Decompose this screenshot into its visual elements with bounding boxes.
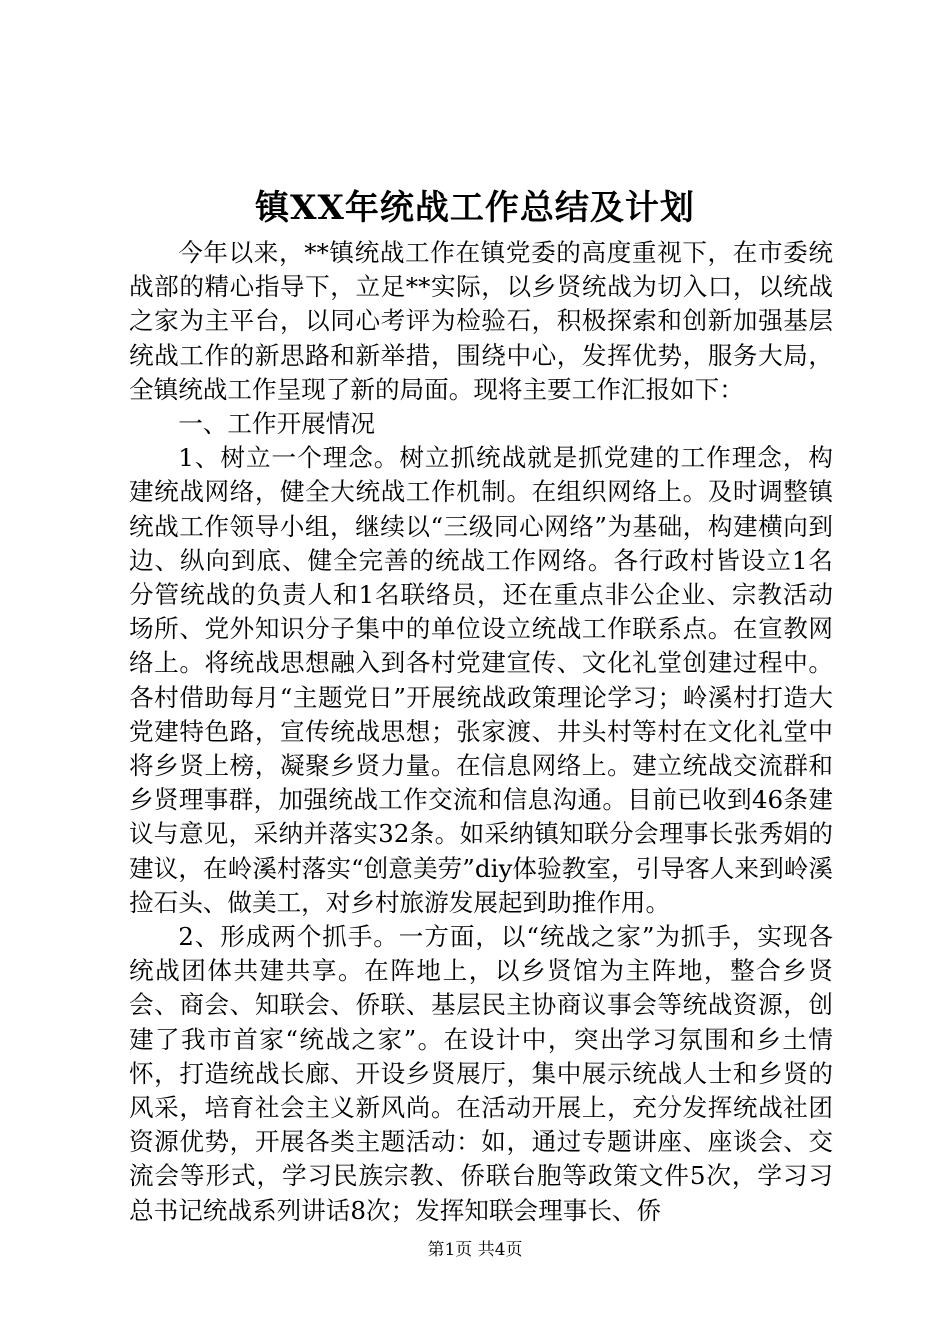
section-heading: 一、工作开展情况 bbox=[178, 409, 375, 439]
document-title: 镇XX年统战工作总结及计划 bbox=[255, 188, 695, 228]
paragraph-item-2: 2、形成两个抓手。一方面，以“统战之家”为抓手，实现各统战团体共建共享。在阵地上，以乡贤馆为主阵地，整合乡贤会、商会、知联会、侨联、基层民主协商议事会等统战资源，创建了我市首家“统战之家”。在设计中，突出学习氛围和乡土情怀，打造统战长廊、开设乡贤展厅，集中展示统战人士和乡贤的风采，培育社会主义新风尚。在活动开展上，充分发挥统战社团资源优势，开展各类主题活动：如，通过专题讲座、座谈会、交流会等形式，学习民族宗教、侨联台胞等政策文件5次，学习习总书记统战系列讲话8次；发挥知联会理事长、侨 bbox=[129, 922, 833, 1225]
page-number-footer: 第1页 共4页 bbox=[427, 1240, 523, 1260]
paragraph-intro: 今年以来，**镇统战工作在镇党委的高度重视下，在市委统战部的精心指导下，立足**实际，以乡贤统战为切入口，以统战之家为主平台，以同心考评为检验石，积极探索和创新加强基层统战工作的新思路和新举措，围绕中心，发挥优势，服务大局，全镇统战工作呈现了新的局面。现将主要工作汇报如下： bbox=[129, 238, 833, 404]
document-body bbox=[129, 236, 833, 1228]
paragraph-item-1: 1、树立一个理念。树立抓统战就是抓党建的工作理念，构建统战网络，健全大统战工作机制。在组织网络上。及时调整镇统战工作领导小组，继续以“三级同心网络”为基础，构建横向到边、纵向到底、健全完善的统战工作网络。各行政村皆设立1名分管统战的负责人和1名联络员，还在重点非公企业、宗教活动场所、党外知识分子集中的单位设立统战工作联系点。在宣教网络上。将统战思想融入到各村党建宣传、文化礼堂创建过程中。各村借助每月“主题党日”开展统战政策理论学习；岭溪村打造大党建特色路，宣传统战思想；张家渡、井头村等村在文化礼堂中将乡贤上榜，凝聚乡贤力量。在信息网络上。建立统战交流群和乡贤理事群，加强统战工作交流和信息沟通。目前已收到46条建议与意见，采纳并落实32条。如采纳镇知联分会理事长张秀娟的建议，在岭溪村落实“创意美劳”diy体验教室，引导客人来到岭溪捡石头、做美工，对乡村旅游发展起到助推作用。 bbox=[129, 443, 833, 917]
